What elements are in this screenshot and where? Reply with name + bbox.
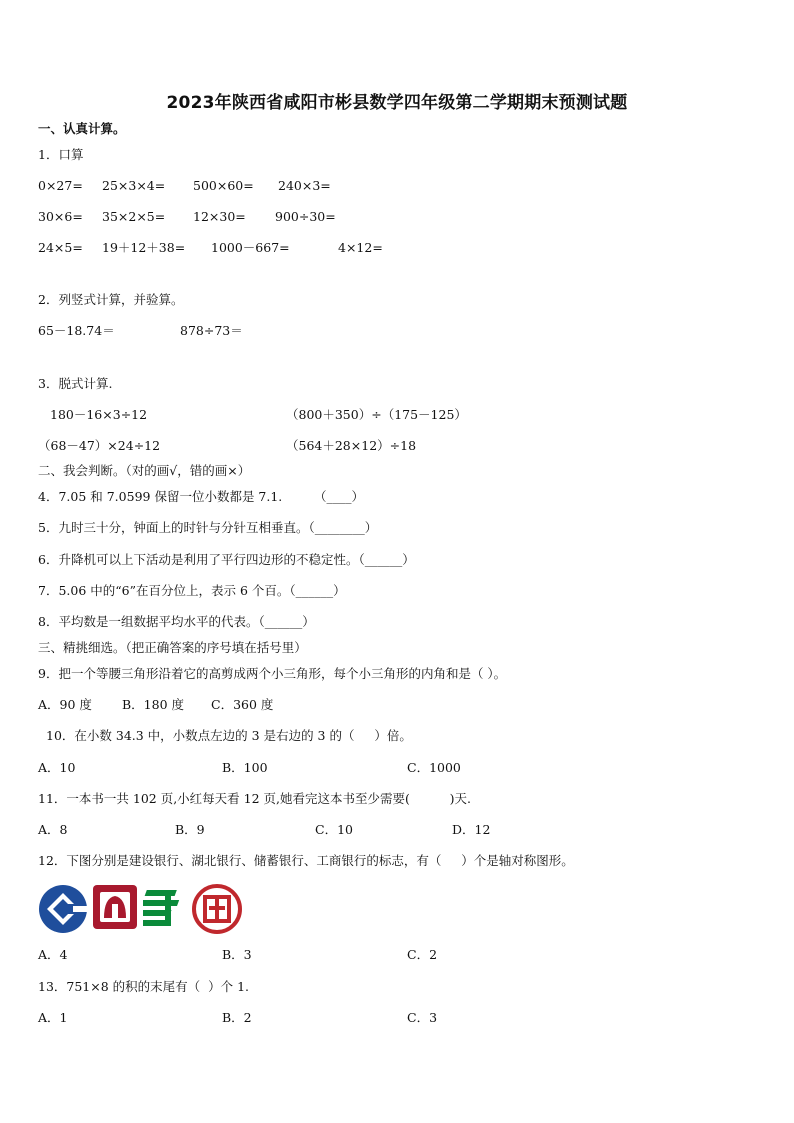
q1-r2-c4: 900÷30= — [275, 209, 336, 224]
q1-r1-c1: 0×27= — [38, 178, 83, 193]
judge-item-8: 8．平均数是一组数据平均水平的代表。（______） — [38, 614, 315, 629]
section1-heading: 一、认真计算。 — [38, 121, 126, 136]
q11-option-d: D．12 — [452, 822, 491, 837]
section3-heading: 三、精挑细选。（把正确答案的序号填在括号里） — [38, 640, 307, 655]
page-title: 2023年陕西省咸阳市彬县数学四年级第二学期期末预测试题 — [166, 93, 628, 113]
q10-text: 10．在小数 34.3 中，小数点左边的 3 是右边的 3 的（ ）倍。 — [46, 728, 412, 743]
q13-option-b: B．2 — [222, 1010, 252, 1025]
q2-item-2: 878÷73＝ — [180, 323, 243, 338]
q11-option-a: A．8 — [38, 822, 68, 837]
judge-item-5: 5．九时三十分，钟面上的时针与分针互相垂直。（________） — [38, 520, 378, 535]
q10-option-c: C．1000 — [407, 760, 461, 775]
q10-option-a: A．10 — [38, 760, 76, 775]
ccb-logo-icon — [38, 884, 88, 934]
q12-option-b: B．3 — [222, 947, 252, 962]
q1-r1-c2: 25×3×4= — [102, 178, 166, 193]
q11-option-c: C．10 — [315, 822, 353, 837]
q1-r3-c2: 19＋12＋38= — [102, 240, 186, 255]
q1-r2-c2: 35×2×5= — [102, 209, 166, 224]
q3-item-3: （68－47）×24÷12 — [38, 438, 161, 453]
q1-r1-c3: 500×60= — [193, 178, 254, 193]
q13-option-a: A．1 — [38, 1010, 68, 1025]
q2-item-1: 65－18.74＝ — [38, 323, 115, 338]
q13-option-c: C．3 — [407, 1010, 438, 1025]
postal-bank-logo-icon — [143, 884, 189, 930]
q11-option-b: B．9 — [175, 822, 205, 837]
q1-label: 1．口算 — [38, 147, 84, 162]
q3-item-2: （800＋350）÷（175－125） — [286, 407, 467, 422]
section2-heading: 二、我会判断。（对的画√，错的画×） — [38, 463, 251, 478]
q1-r3-c4: 4×12= — [338, 240, 383, 255]
q3-label: 3．脱式计算. — [38, 376, 113, 391]
q12-option-a: A．4 — [38, 947, 68, 962]
q1-r3-c1: 24×5= — [38, 240, 83, 255]
q1-r3-c3: 1000－667= — [211, 240, 290, 255]
q11-text: 11．一本书一共 102 页,小红每天看 12 页,她看完这本书至少需要( )天. — [38, 791, 471, 806]
judge-item-7: 7．5.06 中的“6”在百分位上，表示 6 个百。（______） — [38, 583, 346, 598]
q2-label: 2．列竖式计算，并验算。 — [38, 292, 184, 307]
q10-option-b: B．100 — [222, 760, 268, 775]
q9-option-a: A．90 度 — [38, 697, 92, 712]
judge-item-6: 6．升降机可以上下活动是利用了平行四边形的不稳定性。（______） — [38, 552, 415, 567]
icbc-logo-icon — [192, 884, 242, 934]
q12-text: 12．下图分别是建设银行、湖北银行、储蓄银行、工商银行的标志，有（ ）个是轴对称图形。 — [38, 853, 574, 868]
judge-item-4: 4．7.05 和 7.0599 保留一位小数都是 7.1. （____） — [38, 489, 365, 504]
hubei-bank-logo-icon — [92, 884, 138, 930]
q9-text: 9．把一个等腰三角形沿着它的高剪成两个小三角形，每个小三角形的内角和是（ ）。 — [38, 666, 507, 681]
q3-item-1: 180－16×3÷12 — [50, 407, 148, 422]
q1-r2-c3: 12×30= — [193, 209, 246, 224]
q9-option-b: B．180 度 — [122, 697, 185, 712]
q1-r1-c4: 240×3= — [278, 178, 331, 193]
q13-text: 13．751×8 的积的末尾有（ ）个 1. — [38, 979, 250, 994]
q9-option-c: C．360 度 — [211, 697, 274, 712]
q12-option-c: C．2 — [407, 947, 438, 962]
q1-r2-c1: 30×6= — [38, 209, 83, 224]
q3-item-4: （564＋28×12）÷18 — [286, 438, 417, 453]
